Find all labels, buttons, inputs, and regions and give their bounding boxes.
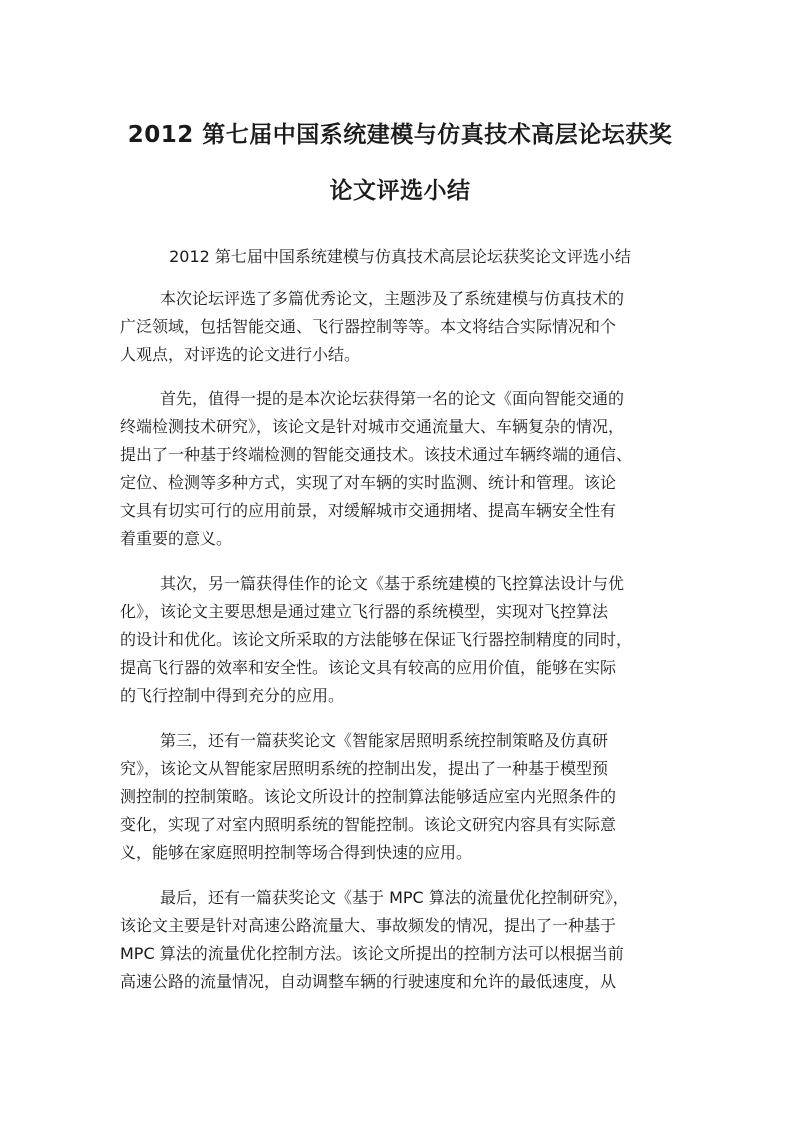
paragraph-line: 广泛领域，包括智能交通、飞行器控制等等。本文将结合实际情况和个 (120, 317, 617, 336)
paragraph-line: 义，能够在家庭照明控制等场合得到快速的应用。 (120, 843, 473, 862)
paragraph-line: 其次，另一篇获得佳作的论文《基于系统建模的飞控算法设计与优 (160, 574, 625, 593)
paragraph-line: 测控制的控制策略。该论文所设计的控制算法能够适应室内光照条件的 (120, 787, 617, 806)
paragraph-line: 着重要的意义。 (120, 529, 233, 548)
document-title-line-2: 论文评选小结 (329, 178, 471, 204)
paragraph-line: 文具有切实可行的应用前景，对缓解城市交通拥堵、提高车辆安全性有 (120, 501, 617, 520)
document-title-line-1: 2012 第七届中国系统建模与仿真技术高层论坛获奖 (127, 122, 673, 148)
paragraph-line: 高速公路的流量情况，自动调整车辆的行驶速度和允许的最低速度，从 (120, 972, 617, 991)
paragraph-line: 该论文主要是针对高速公路流量大、事故频发的情况，提出了一种基于 (120, 916, 617, 935)
paragraph-line: 定位、检测等多种方式，实现了对车辆的实时监测、统计和管理。该论 (120, 473, 617, 492)
paragraph-line: 提高飞行器的效率和安全性。该论文具有较高的应用价值，能够在实际 (120, 658, 617, 677)
paragraph-line: MPC 算法的流量优化控制方法。该论文所提出的控制方法可以根据当前 (120, 944, 624, 963)
paragraph-line: 提出了一种基于终端检测的智能交通技术。该技术通过车辆终端的通信、 (120, 445, 633, 464)
paragraph-line: 首先，值得一提的是本次论坛获得第一名的论文《面向智能交通的 (160, 389, 625, 408)
paragraph-line: 变化，实现了对室内照明系统的智能控制。该论文研究内容具有实际意 (120, 815, 617, 834)
paragraph-line: 终端检测技术研究》，该论文是针对城市交通流量大、车辆复杂的情况， (120, 417, 625, 436)
paragraph-line: 本次论坛评选了多篇优秀论文，主题涉及了系统建模与仿真技术的 (160, 289, 625, 308)
document-subtitle: 2012 第七届中国系统建模与仿真技术高层论坛获奖论文评选小结 (169, 247, 631, 266)
paragraph-line: 第三，还有一篇获奖论文《智能家居照明系统控制策略及仿真研 (160, 731, 609, 750)
paragraph-line: 化》，该论文主要思想是通过建立飞行器的系统模型，实现对飞控算法 (120, 602, 609, 621)
paragraph-line: 人观点，对评选的论文进行小结。 (120, 345, 361, 364)
paragraph-line: 的设计和优化。该论文所采取的方法能够在保证飞行器控制精度的同时， (120, 630, 633, 649)
paragraph-line: 的飞行控制中得到充分的应用。 (120, 686, 345, 705)
paragraph-line: 究》，该论文从智能家居照明系统的控制出发，提出了一种基于模型预 (120, 759, 609, 778)
paragraph-line: 最后，还有一篇获奖论文《基于 MPC 算法的流量优化控制研究》， (160, 888, 629, 907)
